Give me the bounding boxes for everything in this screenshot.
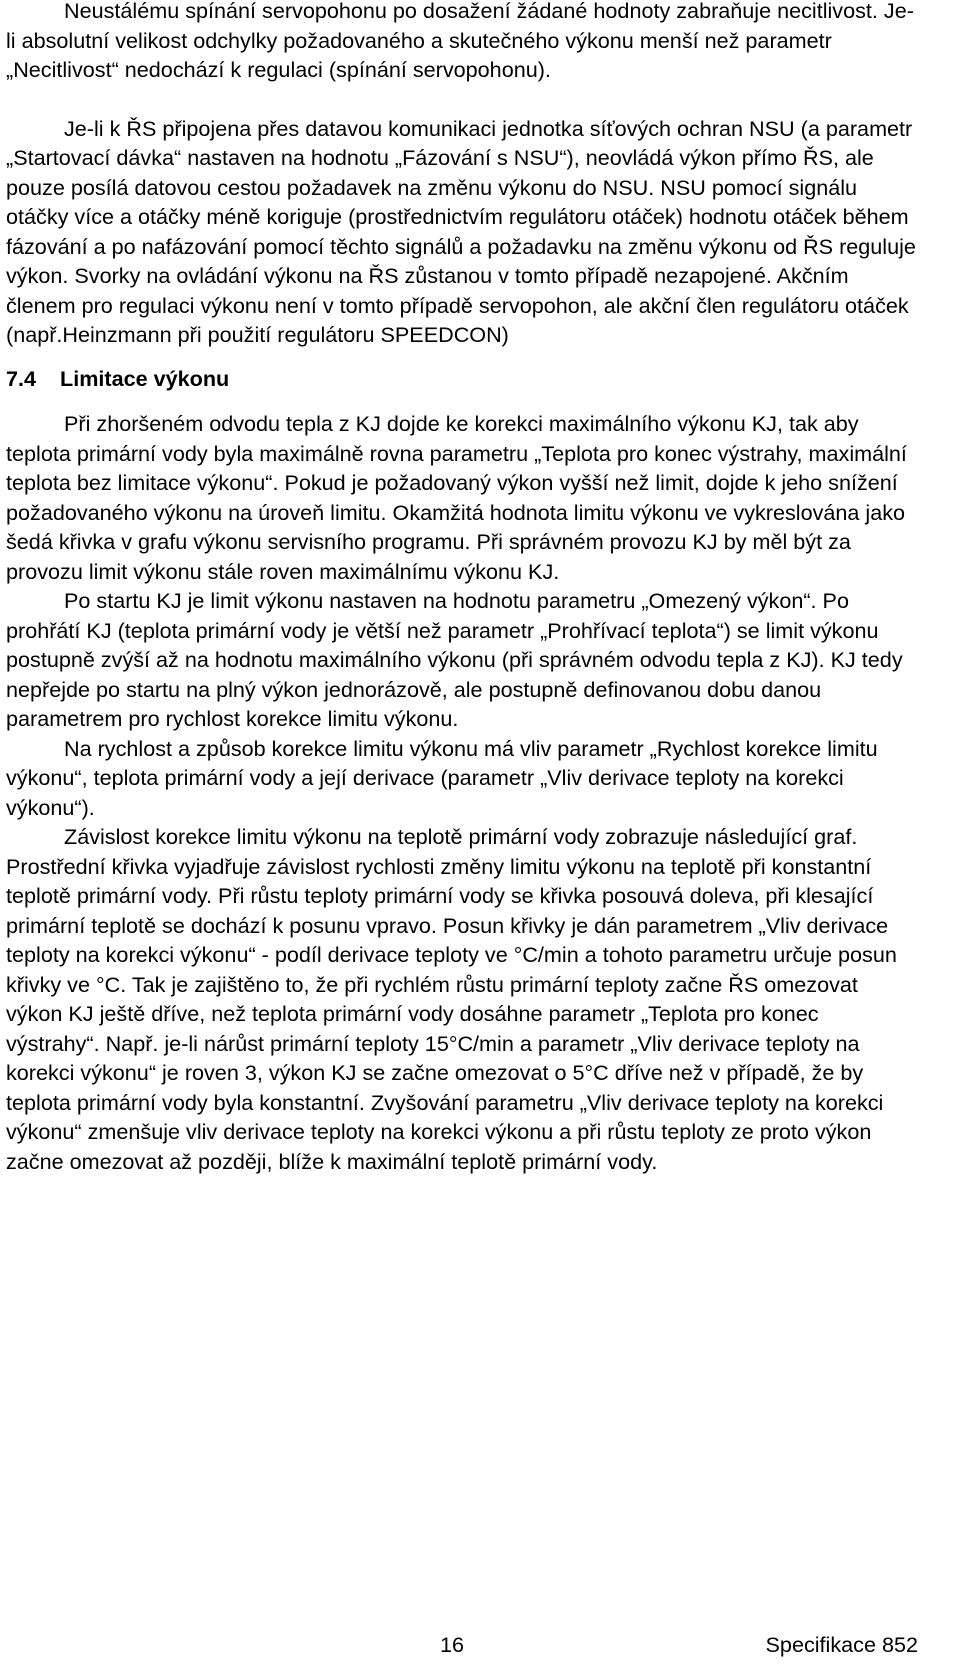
paragraph-nsu: Je-li k ŘS připojena přes datavou komunikaci jednotka síťových ochran NSU (a parametr „Startovací dávka“ nastaven na hodnotu „Fázování s NSU“), neovládá výkon přímo ŘS, ale pouze posílá datovou cestou požadavek na změnu výkonu do NSU. NSU pomocí signálu otáčky více a otáčky méně koriguje (prostřednictvím regulátoru otáček) hodnotu otáček během fázování a po nafázování pomocí těchto signálů a požadavku na změnu výkonu od ŘS reguluje výkon. Svorky na ovládání výkonu na ŘS zůstanou v tomto případě nezapojené. Akčním členem pro regulaci výkonu není v tomto případě servopohon, ale akční člen regulátoru otáček (např.Heinzmann při použití regulátoru SPEEDCON) [6,115,916,347]
footer-document-title: Specifikace 852 [765,1632,918,1657]
paragraph-zavislost-graf: Závislost korekce limitu výkonu na teplotě primární vody zobrazuje následující graf. Prostřední křivka vyjadřuje závislost rychlosti změny limitu výkonu na teplotě při konstantní teplotě primární vody. Při růstu teploty primární vody se křivka posouvá doleva, při klesající primární teplotě se dochází k posunu vpravo. Posun křivky je dán parametrem „Vliv derivace teploty na korekci výkonu“ - podíl derivace teploty ve °C/min a tohoto parametru určuje posun křivky ve °C. Tak je zajištěno to, že při rychlém růstu primární teploty začne ŘS omezovat výkon KJ ještě dříve, než teplota primární vody dosáhne parametr „Teplota pro konec výstrahy“. Např. je-li nárůst primární teploty 15°C/min a parametr „Vliv derivace teploty na korekci výkonu“ je roven 3, výkon KJ se začne omezovat o 5°C dříve než v případě, že by teplota primární vody byla konstantní. Zvyšování parametru „Vliv derivace teploty na korekci výkonu“ zmenšuje vliv derivace teploty na korekci výkonu a při růstu teploty ze proto výkon začne omezovat až později, blíže k maximální teplotě primární vody. [6,824,897,1174]
paragraph-necitlivost: Neustálému spínání servopohonu po dosažení žádané hodnoty zabraňuje necitlivost. Je-li absolutní velikost odchylky požadovaného a skutečného výkonu menší než parametr „Necitlivost“ nedochází k regulaci (spínání servopohonu). [6,0,914,82]
section-heading [6,364,918,394]
paragraph-korekce-maxima: Při zhoršeném odvodu tepla z KJ dojde ke korekci maximálního výkonu KJ, tak aby teplota primární vody byla maximálně rovna parametru „Teplota pro konec výstrahy, maximální teplota bez limitace výkonu“. Pokud je požadovaný výkon vyšší než limit, dojde k jeho snížení požadovaného výkonu na úroveň limitu. Okamžitá hodnota limitu výkonu ve vykreslována jako šedá křivka v grafu výkonu servisního programu. Při správném provozu KJ by měl být za provozu limit výkonu stále roven maximálnímu výkonu KJ. [6,411,907,584]
paragraph-start-limit: Po startu KJ je limit výkonu nastaven na hodnotu parametru „Omezený výkon“. Po prohřátí KJ (teplota primární vody je větší než parametr „Prohřívací teplota“) se limit výkonu postupně zvýší až na hodnotu maximálního výkonu (při správném odvodu tepla z KJ). KJ tedy nepřejde po startu na plný výkon jednorázově, ale postupně definovanou dobu danou parametrem pro rychlost korekce limitu výkonu. [6,588,903,731]
paragraph-rychlost-korekce: Na rychlost a způsob korekce limitu výkonu má vliv parametr „Rychlost korekce limitu výkonu“, teplota primární vody a její derivace (parametr „Vliv derivace teploty na korekci výkonu“). [6,735,878,820]
section-title: Limitace výkonu [60,365,230,391]
page-footer [0,1630,960,1666]
page-number: 16 [440,1632,465,1657]
section-number: 7.4 [6,365,37,391]
